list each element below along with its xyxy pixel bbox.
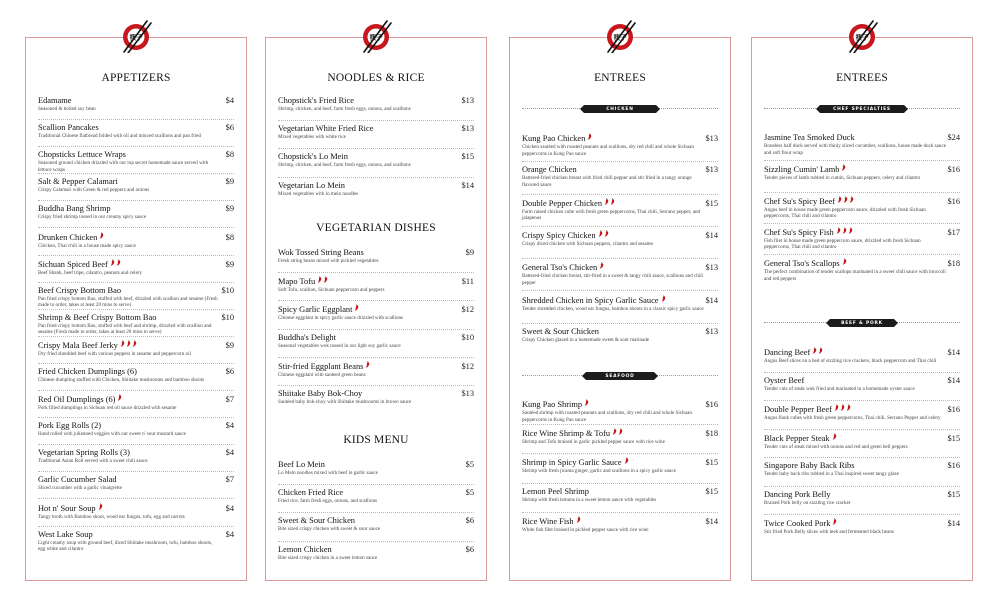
chili-pepper-icon bbox=[624, 457, 630, 466]
menu-item-name: Shiitake Baby Bok-Choy bbox=[278, 389, 363, 398]
menu-item-price: $24 bbox=[947, 133, 960, 142]
menu-item-description: Tender cuts of steak wok fried and marinated in a homemade oyster sauce bbox=[764, 385, 915, 392]
menu-item-description: Shrimp and Tofu braised in garlic pickled pepper sauce with rice wine bbox=[522, 439, 665, 446]
menu-item bbox=[38, 96, 234, 120]
menu-item-description: Farm raised chicken cube with fresh green peppercorns, Thai chili, Serrano pepper, and jalapenos bbox=[522, 208, 701, 222]
menu-item-description: Sautéed shrimp with roasted peanuts and scallions, dry red chili and whole Sichuan peppercorns in Kung Pao sauce bbox=[522, 410, 692, 423]
chili-pepper-icon bbox=[110, 259, 122, 268]
menu-item-description: Mixed vegetables with white rice bbox=[278, 134, 346, 141]
chili-pepper-icon bbox=[98, 503, 104, 512]
menu-item-description: Tender shredded chicken, wood ear fungus, bamboo shoots in a classic spicy garlic sauce bbox=[522, 305, 704, 312]
chili-pepper-icon bbox=[812, 347, 824, 356]
menu-item-price: $15 bbox=[947, 433, 960, 443]
menu-item-price: $13 bbox=[461, 124, 474, 134]
menu-item-name: Hot n' Sour Soup bbox=[38, 503, 104, 513]
chili-pepper-icon bbox=[117, 394, 123, 403]
menu-item-description: Battered-fried chicken breast, stir-fried in a sweet & tangy chili sauce, scallions and chili pepper bbox=[522, 273, 704, 286]
menu-item-name: Chopstick's Fried Rice bbox=[278, 96, 354, 105]
menu-item-price: $4 bbox=[225, 96, 234, 105]
menu-item-description: Battered-fried chicken breast with fried chili pepper and stir fried in a tangy orange flavored sauce bbox=[522, 175, 692, 188]
menu-item-name: Stir-fried Eggplant Beans bbox=[278, 361, 371, 371]
menu-item-price: $6 bbox=[225, 367, 234, 376]
menu-item bbox=[522, 230, 718, 259]
menu-item-description: Crispy Calamari with Green & red peppers and onions bbox=[38, 187, 150, 194]
menu-item-price: $7 bbox=[225, 395, 234, 405]
menu-item bbox=[522, 133, 718, 162]
menu-item-name: Mapo Tofu bbox=[278, 276, 329, 286]
menu-item bbox=[522, 516, 718, 541]
menu-item-name: Rice Wine Shrimp & Tofu bbox=[522, 428, 624, 438]
menu-item-description: Seasoned & boiled soy bean bbox=[38, 106, 96, 112]
section-title: ENTREES bbox=[594, 72, 646, 84]
menu-item-name: Vegetarian Spring Rolls (3) bbox=[38, 448, 130, 458]
menu-item bbox=[764, 461, 960, 487]
menu-item-description: Pork filled dumplings in Sichuan red oil sauce drizzled with sesame bbox=[38, 405, 177, 412]
chili-pepper-icon bbox=[120, 340, 138, 349]
menu-item bbox=[278, 361, 474, 386]
menu-item-description: Tangy broth with Bamboo shoot, wood ear fungus, tofu, egg and carrots bbox=[38, 513, 185, 520]
menu-item-price: $6 bbox=[225, 123, 234, 133]
menu-item-price: $16 bbox=[947, 461, 960, 470]
banner-label: CHEF SPECIALTIES bbox=[820, 105, 904, 113]
menu-item-name: Sichuan Spiced Beef bbox=[38, 259, 122, 269]
menu-item-description: Sautéed baby bok-choy with Shiitake mushrooms in brown sauce bbox=[278, 399, 412, 405]
menu-item-price: $14 bbox=[947, 519, 960, 528]
menu-item-description: The perfect combination of tender scallops marinated in a sweet chili sauce with broccoli and red peppers bbox=[764, 269, 946, 282]
menu-item-name: Pork Egg Rolls (2) bbox=[38, 421, 102, 431]
menu-item-description: Tender cuts of steak mixed with onions and red and green bell peppers bbox=[764, 443, 908, 450]
menu-item bbox=[38, 204, 234, 228]
menu-item bbox=[38, 503, 234, 527]
menu-item-description: Hand rolled with julienned veggies with our sweet n' sour mustard sauce bbox=[38, 431, 186, 438]
menu-item-description: Braised Pork belly on sizzling rice cracker bbox=[764, 499, 851, 506]
menu-item-price: $9 bbox=[225, 340, 234, 350]
menu-item bbox=[38, 448, 234, 472]
menu-item bbox=[278, 333, 474, 358]
menu-item-price: $14 bbox=[947, 348, 960, 357]
menu-panel bbox=[509, 33, 731, 581]
menu-item-price: $9 bbox=[225, 177, 234, 187]
menu-item-price: $13 bbox=[705, 263, 718, 273]
menu-item-name: Lemon Chicken bbox=[278, 544, 332, 554]
menu-item-description: Mixed vegetables with lo mein noodles bbox=[278, 190, 359, 197]
chili-pepper-icon bbox=[832, 518, 838, 527]
menu-item-description: Shrimp, chicken, and beef, farm fresh eggs, onions, and scallions bbox=[278, 162, 411, 169]
menu-item-name: Dancing Beef bbox=[764, 347, 824, 357]
section-title: VEGETARIAN DISHES bbox=[316, 222, 436, 234]
menu-item-description: Fried rice, farm fresh eggs, onions, and scallions bbox=[278, 498, 378, 505]
menu-item bbox=[764, 164, 960, 192]
menu-item-price: $6 bbox=[465, 516, 474, 526]
menu-item-name: Vegetarian Lo Mein bbox=[278, 180, 345, 190]
menu-item-price: $11 bbox=[461, 277, 474, 287]
menu-item-description: Angus Beef slices on a bed of sizzling rice crackers, black peppercorn and Thai chili bbox=[764, 358, 937, 364]
menu-item-description: Beef Shank, beef tripe, cilantro, peanuts and celery bbox=[38, 269, 143, 276]
menu-item-description: Shrimp, chicken, and beef, farm fresh eggs, onions, and scallions bbox=[278, 106, 411, 112]
menu-item-price: $15 bbox=[947, 489, 960, 499]
menu-item-name: Chef Su's Spicy Fish bbox=[764, 227, 854, 237]
menu-item bbox=[38, 340, 234, 364]
menu-item-name: Sizzling Cumin' Lamb bbox=[764, 164, 847, 174]
menu-item-name: Double Pepper Beef bbox=[764, 404, 852, 414]
chili-pepper-icon bbox=[599, 262, 605, 271]
menu-item-description: Pan fried crispy bottom Bao, stuffed with beef, drizzled with scallion and sesame (Fresh made to order, takes at least 20 mins to serve) bbox=[38, 295, 218, 309]
menu-item bbox=[38, 232, 234, 256]
section-title: NOODLES & RICE bbox=[327, 72, 425, 84]
menu-item bbox=[764, 433, 960, 459]
menu-item-name: Singapore Baby Back Ribs bbox=[764, 461, 855, 470]
menu-item bbox=[764, 490, 960, 516]
chopsticks-logo-icon bbox=[603, 19, 637, 53]
logo-glyph: 筷子 bbox=[369, 33, 383, 42]
menu-item-price: $14 bbox=[705, 295, 718, 305]
chili-pepper-icon bbox=[834, 404, 852, 413]
menu-item-description: Angus beef in house made green peppercorn sauce, drizzled with fresh Sichuan peppercorns, Thai chili and cilantro bbox=[764, 206, 926, 220]
menu-panel bbox=[265, 33, 487, 581]
menu-item-description: Bite sized crispy chicken in a sweet lemon sauce bbox=[278, 554, 378, 561]
menu-item-description: Fresh string beans mixed with pickled vegetables bbox=[278, 258, 379, 264]
chili-pepper-icon bbox=[842, 258, 848, 267]
menu-item-name: Jasmine Tea Smoked Duck bbox=[764, 133, 855, 142]
menu-item-price: $18 bbox=[705, 429, 718, 439]
section-title: KIDS MENU bbox=[343, 434, 409, 446]
menu-item-price: $7 bbox=[225, 475, 234, 485]
menu-panel bbox=[751, 33, 973, 581]
menu-item-price: $14 bbox=[461, 180, 474, 190]
menu-item-name: Twice Cooked Pork bbox=[764, 518, 838, 528]
menu-item bbox=[278, 545, 474, 569]
menu-item bbox=[764, 376, 960, 402]
menu-item bbox=[522, 399, 718, 425]
logo-glyph: 筷子 bbox=[855, 33, 869, 42]
menu-item-description: White fish filet braised in pickled pepper sauce with rice wine bbox=[522, 526, 649, 533]
menu-item-description: Lo Mein noodles mixed with beef in garlic sauce bbox=[278, 470, 378, 476]
menu-item-price: $13 bbox=[705, 134, 718, 143]
chili-pepper-icon bbox=[837, 196, 855, 205]
menu-item bbox=[522, 295, 718, 324]
menu-item-name: Salt & Pepper Calamari bbox=[38, 177, 118, 187]
menu-item bbox=[278, 96, 474, 121]
menu-item-price: $15 bbox=[461, 152, 474, 162]
menu-item bbox=[278, 152, 474, 177]
menu-item-price: $18 bbox=[947, 259, 960, 269]
menu-item bbox=[278, 488, 474, 513]
menu-item-description: Chinese dumpling stuffed with Chicken, Shiitake mushrooms and bamboo shoots bbox=[38, 377, 205, 383]
menu-item bbox=[764, 347, 960, 373]
menu-item-price: $14 bbox=[705, 230, 718, 240]
menu-item-name: Double Pepper Chicken bbox=[522, 198, 616, 208]
menu-item-price: $9 bbox=[225, 204, 234, 214]
chili-pepper-icon bbox=[317, 276, 329, 285]
menu-item-price: $4 bbox=[225, 421, 234, 431]
menu-item-name: Dancing Pork Belly bbox=[764, 489, 831, 499]
menu-item-name: Sweet & Sour Chicken bbox=[522, 326, 599, 336]
menu-item-description: Crispy diced chicken with Sichuan peppers, cilantro and sesame bbox=[522, 240, 653, 247]
menu-item bbox=[764, 258, 960, 285]
section-title: ENTREES bbox=[836, 72, 888, 84]
chili-pepper-icon bbox=[612, 428, 624, 437]
menu-item bbox=[278, 248, 474, 273]
menu-item-price: $13 bbox=[705, 165, 718, 175]
menu-item-price: $13 bbox=[461, 96, 474, 105]
menu-item-name: Rice Wine Fish bbox=[522, 516, 582, 526]
menu-item-description: Seasoned ground chicken drizzled with our top secret homemade sauce served with lettuce wraps bbox=[38, 160, 209, 173]
menu-item-price: $12 bbox=[461, 361, 474, 371]
menu-item bbox=[38, 123, 234, 147]
chili-pepper-icon bbox=[99, 232, 105, 241]
menu-item-name: Red Oil Dumplings (6) bbox=[38, 394, 123, 404]
chili-pepper-icon bbox=[354, 304, 360, 313]
section-title: APPETIZERS bbox=[101, 72, 171, 84]
menu-item bbox=[522, 165, 718, 194]
menu-item-price: $5 bbox=[465, 488, 474, 498]
menu-item-name: West Lake Soup bbox=[38, 529, 93, 539]
menu-item-name: Vegetarian White Fried Rice bbox=[278, 124, 374, 134]
chopsticks-logo-icon bbox=[119, 19, 153, 53]
banner-label: CHICKEN bbox=[584, 105, 656, 113]
menu-item-name: Edamame bbox=[38, 96, 72, 105]
menu-item-description: Shrimp with fresh lemons in a sweet lemon sauce with vegetables bbox=[522, 496, 657, 503]
menu-item bbox=[38, 177, 234, 201]
menu-item-name: Chopstick's Lo Mein bbox=[278, 152, 348, 162]
menu-item-name: General Tso's Chicken bbox=[522, 262, 605, 272]
chili-pepper-icon bbox=[604, 198, 616, 207]
menu-item bbox=[278, 276, 474, 301]
menu-item-description: Boneless half duck served with thinly sliced cucumber, scallions, house made duck sauce and soft flour wrap bbox=[764, 143, 946, 156]
menu-item bbox=[764, 404, 960, 430]
menu-item-name: Chicken Fried Rice bbox=[278, 488, 344, 498]
menu-item-name: Crispy Spicy Chicken bbox=[522, 230, 610, 240]
menu-item-description: Tender baby back ribs rubbed in a Thai inspired sweet tangy glaze bbox=[764, 471, 899, 477]
chili-pepper-icon bbox=[365, 361, 371, 370]
menu-item bbox=[278, 181, 474, 205]
menu-item-name: Beef Lo Mein bbox=[278, 460, 325, 469]
menu-item-name: Shredded Chicken in Spicy Garlic Sauce bbox=[522, 295, 667, 305]
category-banner bbox=[522, 372, 718, 380]
menu-item-price: $9 bbox=[465, 248, 474, 257]
menu-item-price: $15 bbox=[705, 458, 718, 468]
menu-item-description: Dry fried shredded beef with various peppers in sesame and peppercorn oil bbox=[38, 350, 191, 357]
menu-item-description: Shrimp with fresh jicama ginger, garlic and scallions in a spicy garlic sauce bbox=[522, 468, 676, 475]
chili-pepper-icon bbox=[584, 399, 590, 408]
menu-item bbox=[764, 227, 960, 255]
menu-item-name: Crispy Mala Beef Jerky bbox=[38, 340, 138, 350]
banner-label: SEAFOOD bbox=[586, 372, 654, 380]
menu-item-description: Bite sized crispy chicken with sweet & sour sauce bbox=[278, 526, 381, 533]
menu-item bbox=[522, 262, 718, 291]
chili-pepper-icon bbox=[587, 133, 593, 142]
menu-item-description: Soft Tofu, scallion, Sichuan peppercorn and peppers bbox=[278, 287, 385, 294]
menu-item bbox=[38, 367, 234, 391]
menu-item-name: Kung Pao Shrimp bbox=[522, 399, 590, 409]
menu-item-description: Angus flank cubes with fresh green peppercorns, Thai chili, Serrano Pepper and celery bbox=[764, 415, 941, 421]
menu-item bbox=[522, 487, 718, 513]
menu-item-description: Chinese eggplant with sauteed green beans bbox=[278, 371, 366, 378]
menu-item-price: $10 bbox=[221, 285, 234, 295]
logo-glyph: 筷子 bbox=[129, 33, 143, 42]
menu-item-price: $8 bbox=[225, 232, 234, 242]
menu-item-price: $10 bbox=[461, 332, 474, 342]
menu-item-name: Fried Chicken Dumplings (6) bbox=[38, 367, 137, 376]
menu-item-price: $15 bbox=[705, 486, 718, 496]
menu-item-price: $8 bbox=[225, 150, 234, 160]
chili-pepper-icon bbox=[841, 164, 847, 173]
menu-item-description: Seasonal vegetables wok tossed in our light soy garlic sauce bbox=[278, 342, 401, 349]
menu-item bbox=[38, 475, 234, 499]
chili-pepper-icon bbox=[598, 230, 610, 239]
menu-item bbox=[522, 198, 718, 227]
menu-item bbox=[522, 428, 718, 454]
chili-pepper-icon bbox=[576, 516, 582, 525]
menu-item-description: Stir fried Pork Belly slices with leek and fermented black beans bbox=[764, 529, 894, 535]
menu-item bbox=[278, 516, 474, 541]
menu-panel bbox=[25, 33, 247, 581]
menu-item-name: Wok Tossed String Beans bbox=[278, 248, 364, 257]
menu-item-name: Oyster Beef bbox=[764, 375, 805, 385]
menu-item-name: Sweet & Sour Chicken bbox=[278, 516, 355, 526]
menu-item-price: $5 bbox=[465, 460, 474, 469]
chopsticks-logo-icon bbox=[359, 19, 393, 53]
menu-item-price: $13 bbox=[461, 389, 474, 398]
menu-item bbox=[38, 150, 234, 174]
menu-item-description: Chicken, Thai chili in a house made spicy sauce bbox=[38, 242, 136, 249]
menu-item bbox=[764, 518, 960, 543]
menu-item-description: Traditional Asian Roll served with a sweet chili sauce bbox=[38, 458, 148, 465]
chopsticks-logo-icon bbox=[845, 19, 879, 53]
menu-item-name: Scallion Pancakes bbox=[38, 123, 99, 133]
menu-item-description: Fish filet in house made green peppercorn sauce, drizzled with fresh Sichuan peppercorns, Thai chili and cilantro bbox=[764, 237, 921, 251]
menu-item-price: $6 bbox=[465, 544, 474, 554]
menu-item-price: $12 bbox=[461, 305, 474, 315]
menu-item bbox=[764, 196, 960, 224]
menu-item-name: Spicy Garlic Eggplant bbox=[278, 304, 360, 314]
menu-item bbox=[764, 133, 960, 161]
menu-item-description: Crispy fried shrimp tossed in our creamy spicy sauce bbox=[38, 214, 147, 221]
menu-item-price: $16 bbox=[705, 400, 718, 409]
menu-item-name: General Tso's Scallops bbox=[764, 258, 848, 268]
menu-item-name: Orange Chicken bbox=[522, 165, 577, 175]
menu-item bbox=[38, 286, 234, 310]
chili-pepper-icon bbox=[836, 227, 854, 236]
menu-item-price: $10 bbox=[221, 312, 234, 322]
menu-item-price: $15 bbox=[705, 198, 718, 208]
menu-item-price: $13 bbox=[705, 326, 718, 336]
menu-item-description: Chicken sautéed with roasted peanuts and scallions, dry red chili and whole Sichuan peppercorns in Kung Pao sauce bbox=[522, 144, 694, 157]
banner-label: BEEF & PORK bbox=[830, 319, 894, 327]
menu-item bbox=[278, 389, 474, 413]
menu-item-name: Kung Pao Chicken bbox=[522, 133, 593, 143]
menu-item-name: Buddha Bang Shrimp bbox=[38, 204, 111, 214]
menu-item-description: Pan fried crispy bottom Bao, stuffed with beef and shrimp, drizzled with scallion and sesame (Fresh made to order, takes at least 20 mins to serve) bbox=[38, 322, 212, 336]
menu-item-price: $16 bbox=[947, 165, 960, 175]
menu-item-price: $16 bbox=[947, 405, 960, 414]
logo-glyph: 筷子 bbox=[613, 33, 627, 42]
menu-item-name: Garlic Cucumber Salad bbox=[38, 475, 117, 485]
menu-item-price: $16 bbox=[947, 196, 960, 206]
menu-item-price: $4 bbox=[225, 503, 234, 513]
category-banner bbox=[764, 105, 960, 113]
menu-item bbox=[38, 421, 234, 445]
menu-item-name: Chef Su's Spicy Beef bbox=[764, 196, 855, 206]
category-banner bbox=[522, 105, 718, 113]
menu-item-name: Chopsticks Lettuce Wraps bbox=[38, 150, 126, 160]
menu-item-description: Sliced cucumber with a garlic vinaigrette bbox=[38, 485, 122, 492]
menu-item bbox=[278, 304, 474, 329]
menu-item-name: Lemon Peel Shrimp bbox=[522, 486, 589, 496]
menu-item-name: Shrimp in Spicy Garlic Sauce bbox=[522, 457, 630, 467]
menu-item-price: $14 bbox=[705, 516, 718, 526]
menu-item bbox=[522, 457, 718, 483]
menu-item bbox=[278, 124, 474, 149]
menu-item bbox=[38, 530, 234, 553]
menu-item-description: Traditional Chinese flatbread folded with oil and minced scallions and pan fried bbox=[38, 133, 201, 140]
menu-item-price: $9 bbox=[225, 259, 234, 269]
menu-item-price: $4 bbox=[225, 448, 234, 458]
menu-item-name: Shrimp & Beef Crispy Bottom Bao bbox=[38, 312, 157, 322]
menu-item-description: Crispy Chicken glazed in a homemade sweet & sour marinade bbox=[522, 336, 650, 343]
menu-item-price: $4 bbox=[225, 529, 234, 539]
menu-item-name: Drunken Chicken bbox=[38, 232, 105, 242]
chili-pepper-icon bbox=[832, 433, 838, 442]
category-banner bbox=[764, 319, 960, 327]
menu-item bbox=[38, 394, 234, 418]
menu-item-price: $17 bbox=[947, 227, 960, 237]
menu-item bbox=[522, 327, 718, 355]
menu-item-description: Light creamy soup with ground beef, diced Shiitake mushroom, tofu, bamboo shoots, egg white and cilantro bbox=[38, 539, 213, 553]
menu-item bbox=[38, 313, 234, 337]
menu-item bbox=[38, 259, 234, 283]
menu-item-name: Black Pepper Steak bbox=[764, 433, 838, 443]
menu-item-name: Beef Crispy Bottom Bao bbox=[38, 285, 122, 295]
chili-pepper-icon bbox=[661, 295, 667, 304]
menu-item bbox=[278, 460, 474, 485]
menu-item-price: $14 bbox=[947, 375, 960, 385]
menu-item-description: Tender pieces of lamb rubbed in cumin, Sichuan peppers, celery and cilantro bbox=[764, 175, 921, 182]
menu-item-name: Buddha's Delight bbox=[278, 332, 337, 342]
menu-item-description: Chinese eggplant in spicy garlic sauce drizzled with scallions bbox=[278, 315, 404, 322]
